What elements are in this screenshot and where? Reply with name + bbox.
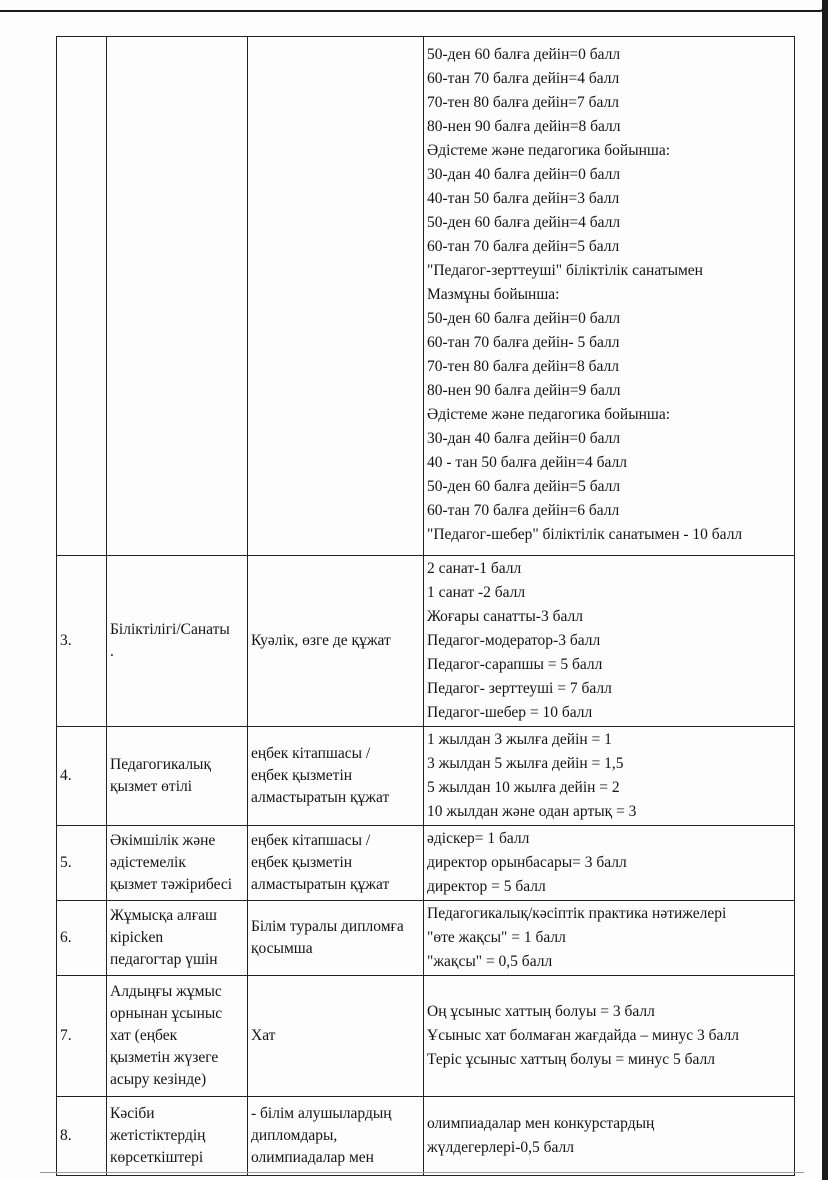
- criteria-line: 80-нен 90 балға дейін=8 балл: [427, 118, 621, 135]
- document-line: еңбек қызметін: [251, 767, 353, 784]
- document-cell: [248, 727, 424, 826]
- indicator-name-line: Педагогикалық: [110, 756, 211, 773]
- criteria-line: 50-ден 60 балға дейін=4 балл: [427, 214, 621, 231]
- criteria-line: 1 жылдан 3 жылға дейін = 1: [427, 731, 612, 748]
- criteria-cell: [424, 901, 795, 976]
- criteria-line: әдіскер= 1 балл: [427, 830, 530, 847]
- criteria-line: "өте жақсы" = 1 балл: [427, 929, 566, 946]
- table-row: [57, 727, 795, 826]
- criteria-line: Педагог-сарапшы = 5 балл: [427, 656, 603, 673]
- criteria-line: 50-ден 60 балға дейін=0 балл: [427, 310, 621, 327]
- criteria-line: 60-тан 70 балға дейін- 5 балл: [427, 334, 620, 351]
- indicator-name-line: әдістемелік: [110, 854, 186, 871]
- criteria-line: Жоғары санатты-3 балл: [427, 608, 583, 625]
- indicator-name-line: қызмет тәжірибесі: [110, 876, 233, 893]
- document-cell: [248, 901, 424, 976]
- indicator-name-line: қызмет өтілі: [110, 778, 193, 795]
- criteria-line: 3 жылдан 5 жылға дейін = 1,5: [427, 755, 624, 772]
- table-row: [57, 1097, 795, 1176]
- document-line: алмастыратын құжат: [251, 789, 390, 806]
- scan-edge-bottom: [40, 1172, 804, 1173]
- row-number: 5.: [57, 826, 107, 901]
- criteria-line: 10 жылдан және одан артық = 3: [427, 803, 637, 820]
- scan-edge-top: [0, 0, 824, 12]
- document-line: - білім алушылардың: [251, 1105, 392, 1122]
- table-row: [57, 826, 795, 901]
- criteria-line: директор = 5 балл: [427, 878, 546, 895]
- criteria-line: Әдістеме және педагогика бойынша:: [427, 142, 671, 159]
- criteria-line: 80-нен 90 балға дейін=9 балл: [427, 382, 621, 399]
- row-number: 6.: [57, 901, 107, 976]
- row-number: [57, 37, 107, 556]
- row-number: 3.: [57, 556, 107, 727]
- criteria-line: 40 - тан 50 балға дейін=4 балл: [427, 454, 627, 471]
- criteria-line: Оң ұсыныс хаттың болуы = 3 балл: [427, 1003, 655, 1020]
- criteria-line: 1 санат -2 балл: [427, 584, 526, 601]
- indicator-name-line: Алдыңғы жұмыс: [110, 983, 222, 1000]
- criteria-cell: [424, 976, 795, 1097]
- document-line: еңбек қызметін: [251, 854, 353, 871]
- criteria-line: 30-дан 40 балға дейін=0 балл: [427, 166, 621, 183]
- indicator-name-line: .: [110, 643, 114, 660]
- indicator-name-line: көрсеткіштері: [110, 1149, 204, 1166]
- criteria-line: 40-тан 50 балға дейін=3 балл: [427, 190, 620, 207]
- document-line: Хат: [251, 1027, 276, 1044]
- indicator-name-cell: [107, 901, 248, 976]
- criteria-line: "жақсы" = 0,5 балл: [427, 953, 553, 970]
- table-row: [57, 556, 795, 727]
- criteria-line: 60-тан 70 балға дейін=6 балл: [427, 502, 620, 519]
- indicator-name-line: асыру кезінде): [110, 1071, 207, 1088]
- indicator-name-cell: [107, 37, 248, 556]
- criteria-line: Педагог- зерттеуші = 7 балл: [427, 680, 612, 697]
- document-cell: [248, 1097, 424, 1176]
- criteria-line: Мазмұны бойынша:: [427, 286, 560, 303]
- table-row: [57, 901, 795, 976]
- criteria-cell: [424, 37, 795, 556]
- criteria-line: Ұсыныс хат болмаған жағдайда – минус 3 балл: [427, 1027, 739, 1044]
- indicator-name-line: жетістіктердің: [110, 1127, 206, 1144]
- criteria-line: 70-тен 80 балға дейін=8 балл: [427, 358, 620, 375]
- table-row: [57, 976, 795, 1097]
- criteria-line: 5 жылдан 10 жылға дейін = 2: [427, 779, 620, 796]
- indicator-name-line: Біліктілігі/Санаты: [110, 621, 230, 638]
- criteria-line: жүлдегерлері-0,5 балл: [427, 1139, 574, 1156]
- row-number: 4.: [57, 727, 107, 826]
- document-line: алмастыратын құжат: [251, 876, 390, 893]
- criteria-line: Педагогикалық/кәсіптік практика нәтижелері: [427, 905, 727, 922]
- table-row: [57, 37, 795, 556]
- indicator-name-line: орнынан ұсыныс: [110, 1005, 223, 1022]
- criteria-line: Педагог-шебер = 10 балл: [427, 704, 593, 721]
- criteria-line: Әдістеме және педагогика бойынша:: [427, 406, 671, 423]
- criteria-cell: [424, 556, 795, 727]
- criteria-line: 70-тен 80 балға дейін=7 балл: [427, 94, 620, 111]
- indicator-name-line: кірісken: [110, 929, 164, 946]
- criteria-line: "Педагог-шебер" біліктілік санатымен - 10 балл: [427, 526, 743, 543]
- criteria-cell: [424, 1097, 795, 1176]
- indicator-name-line: Жұмысқа алғаш: [110, 907, 217, 924]
- document-cell: [248, 37, 424, 556]
- row-number: 8.: [57, 1097, 107, 1176]
- indicator-name-cell: [107, 556, 248, 727]
- document-line: еңбек кітапшасы /: [251, 745, 371, 762]
- document-cell: [248, 556, 424, 727]
- document-line: Білім туралы дипломға: [251, 918, 404, 935]
- document-line: Куәлік, өзге де құжат: [251, 632, 391, 649]
- indicator-name-cell: [107, 826, 248, 901]
- criteria-line: 60-тан 70 балға дейін=4 балл: [427, 70, 620, 87]
- document-line: қосымша: [251, 940, 313, 957]
- criteria-line: 50-ден 60 балға дейін=5 балл: [427, 478, 621, 495]
- criteria-table: [56, 36, 795, 1176]
- criteria-line: директор орынбасары= 3 балл: [427, 854, 627, 871]
- criteria-line: Теріс ұсыныс хаттың болуы = минус 5 балл: [427, 1051, 715, 1068]
- criteria-line: "Педагог-зерттеуші" біліктілік санатымен: [427, 262, 703, 279]
- criteria-line: 2 санат-1 балл: [427, 560, 522, 577]
- indicator-name-cell: [107, 727, 248, 826]
- indicator-name-line: қызметін жүзеге: [110, 1049, 219, 1066]
- indicator-name-cell: [107, 976, 248, 1097]
- indicator-name-line: Кәсіби: [110, 1105, 155, 1122]
- indicator-name-cell: [107, 1097, 248, 1176]
- criteria-line: 50-ден 60 балға дейін=0 балл: [427, 46, 621, 63]
- document-line: олимпиадалар мен: [251, 1149, 374, 1166]
- indicator-name-line: хат (еңбек: [110, 1027, 178, 1044]
- criteria-line: олимпиадалар мен конкурстардың: [427, 1115, 655, 1132]
- document-line: дипломдары,: [251, 1127, 338, 1144]
- indicator-name-line: Әкімшілік және: [110, 832, 216, 849]
- criteria-line: 30-дан 40 балға дейін=0 балл: [427, 430, 621, 447]
- document-cell: [248, 826, 424, 901]
- criteria-cell: [424, 727, 795, 826]
- scan-edge-right: [822, 0, 828, 1180]
- criteria-line: Педагог-модератор-3 балл: [427, 632, 601, 649]
- criteria-cell: [424, 826, 795, 901]
- document-cell: [248, 976, 424, 1097]
- criteria-line: 60-тан 70 балға дейін=5 балл: [427, 238, 620, 255]
- document-line: еңбек кітапшасы /: [251, 832, 371, 849]
- row-number: 7.: [57, 976, 107, 1097]
- indicator-name-line: педагогтар үшін: [110, 951, 218, 968]
